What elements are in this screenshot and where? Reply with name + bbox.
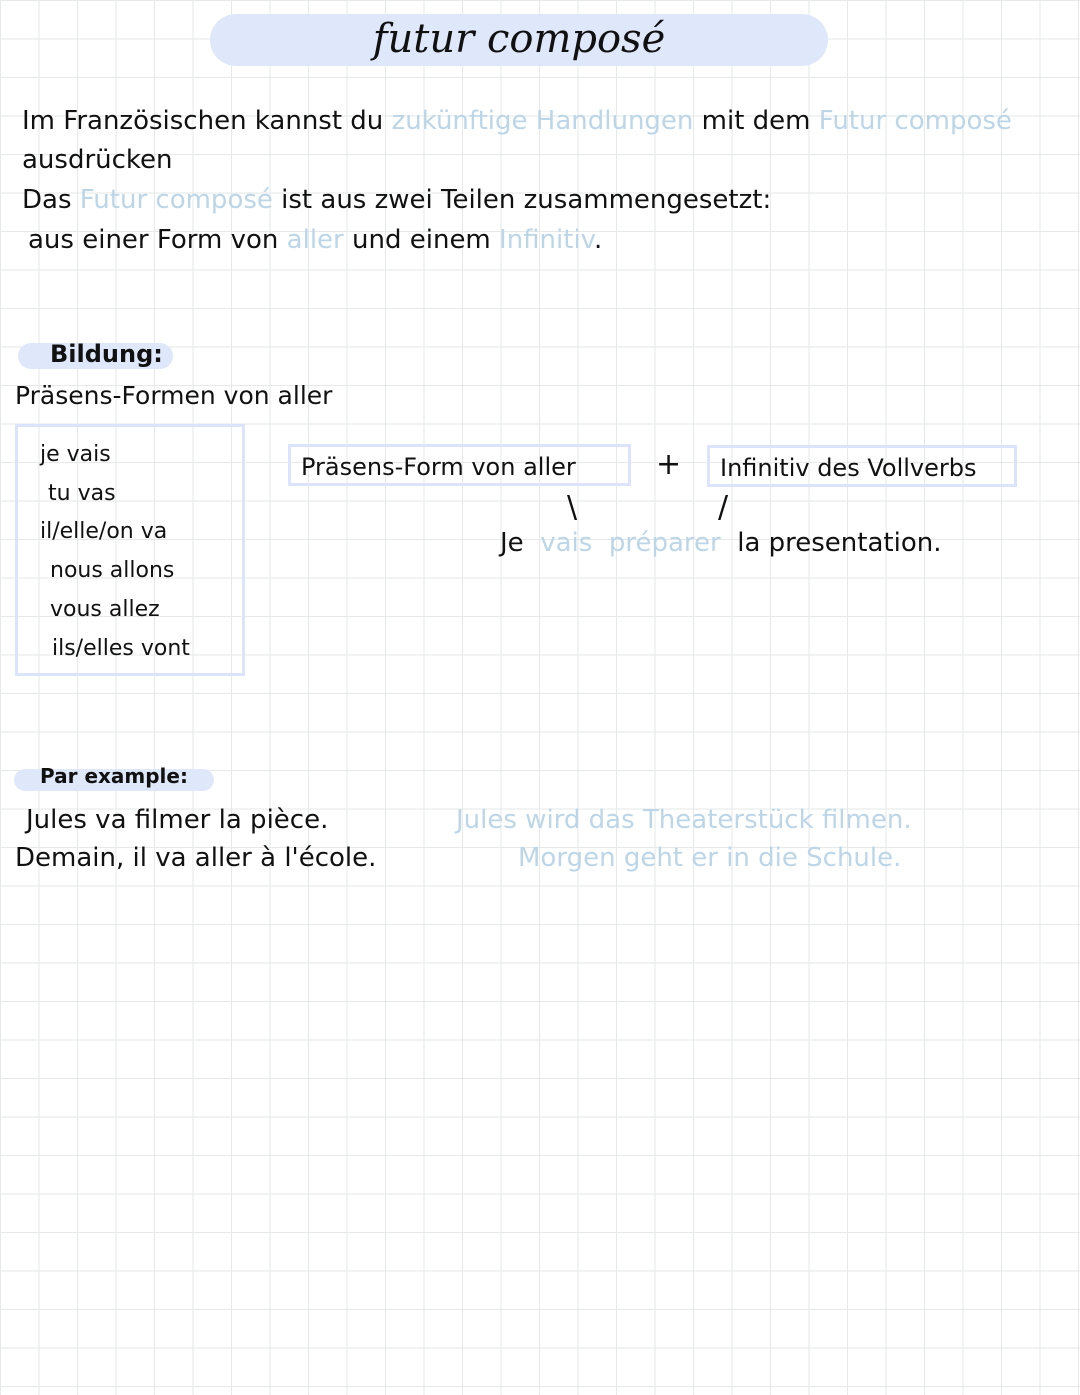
connector-line-right: / bbox=[718, 490, 729, 525]
intro-highlight: aller bbox=[286, 225, 344, 255]
intro-text: mit dem bbox=[701, 106, 811, 136]
example-french: Demain, il va aller à l'école. bbox=[15, 843, 377, 873]
connector-line-left: \ bbox=[567, 490, 578, 525]
intro-text: aus einer Form von bbox=[28, 225, 279, 255]
example-object: la presentation. bbox=[737, 528, 942, 558]
example-infinitive: préparer bbox=[608, 528, 721, 558]
conjugation-row: ils/elles vont bbox=[52, 636, 190, 661]
intro-text: Das bbox=[22, 185, 72, 215]
intro-text: Im Französischen kannst du bbox=[22, 106, 384, 136]
conjugation-row: vous allez bbox=[50, 597, 160, 622]
intro-line-3 bbox=[22, 185, 771, 215]
intro-highlight: zukünftige Handlungen bbox=[391, 106, 694, 136]
page-title: futur composé bbox=[372, 16, 666, 62]
formula-example bbox=[500, 528, 941, 558]
formula-aller-box: Präsens-Form von aller bbox=[288, 444, 631, 486]
section-subtitle: Präsens-Formen von aller bbox=[15, 381, 333, 410]
examples-label: Par example: bbox=[40, 764, 188, 788]
intro-line-4 bbox=[28, 225, 602, 255]
intro-line-2: ausdrücken bbox=[22, 145, 173, 175]
example-french: Jules va filmer la pièce. bbox=[26, 805, 329, 835]
conjugation-row: nous allons bbox=[50, 558, 175, 583]
intro-line-1 bbox=[22, 106, 1012, 136]
intro-highlight: Futur composé bbox=[79, 185, 273, 215]
formula-infinitive-box: Infinitiv des Vollverbs bbox=[707, 445, 1017, 487]
example-german: Jules wird das Theaterstück filmen. bbox=[456, 805, 912, 835]
section-label: Bildung: bbox=[50, 340, 163, 368]
conjugation-row: il/elle/on va bbox=[40, 519, 168, 544]
example-german: Morgen geht er in die Schule. bbox=[518, 843, 902, 873]
intro-period: . bbox=[594, 225, 603, 255]
plus-sign: + bbox=[656, 447, 682, 482]
intro-text: ist aus zwei Teilen zusammengesetzt: bbox=[281, 185, 772, 215]
intro-text: und einem bbox=[352, 225, 491, 255]
intro-highlight: Futur composé bbox=[818, 106, 1012, 136]
conjugation-row: je vais bbox=[40, 442, 111, 467]
intro-highlight: Infinitiv bbox=[499, 225, 595, 255]
example-subject: Je bbox=[500, 528, 524, 558]
example-aller-form: vais bbox=[540, 528, 593, 558]
conjugation-row: tu vas bbox=[48, 481, 116, 506]
